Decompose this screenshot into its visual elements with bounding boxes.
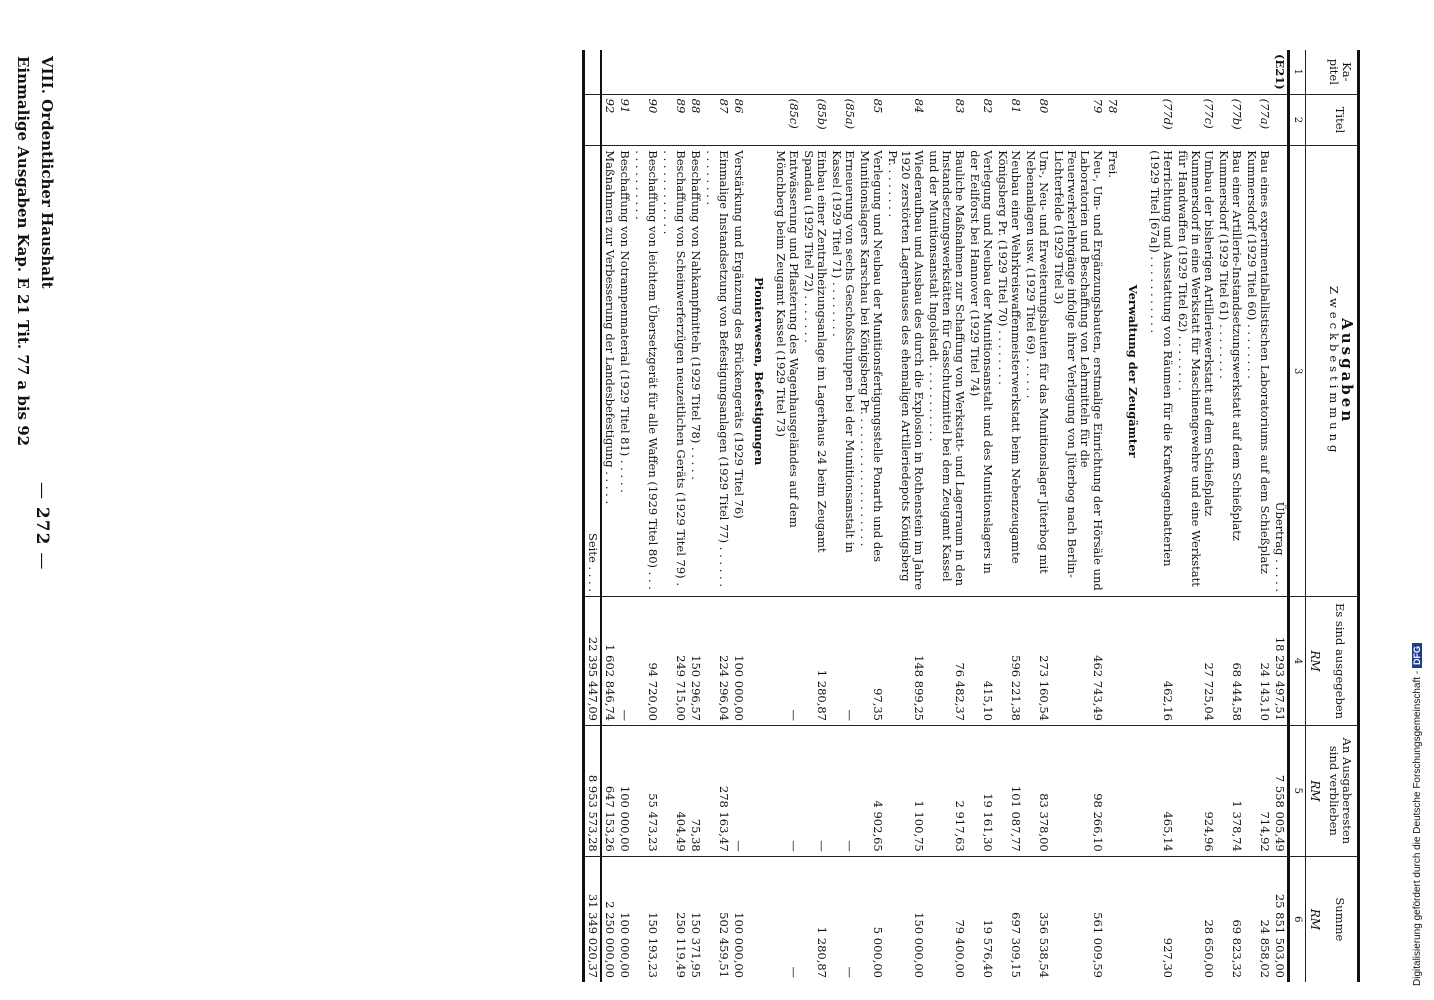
cell-summe: 250 119,49 [660, 856, 688, 982]
cell-ausgegeben: 18 293 497,51 [1272, 597, 1289, 726]
cell-reste: 924,96 [1175, 726, 1216, 857]
cell-ausgegeben: 148 899,25 [885, 597, 926, 726]
cell-summe: 927,30 [1147, 856, 1175, 982]
table-row [857, 50, 885, 982]
table-row [1216, 50, 1244, 982]
cell-text: Bau einer Artillerie-Instandsetzungswerkstatt auf dem Schießplatz Kummersdorf (1929 Titel 61) . . . . . . . . [1216, 146, 1244, 597]
cell-reste: 647 153,26 [601, 726, 617, 857]
cell-summe: 502 459,51 [703, 856, 731, 982]
cell-kapitel [1147, 50, 1175, 94]
table-row [1175, 50, 1216, 982]
table-row [926, 50, 967, 982]
cell-titel: 85 [857, 94, 885, 146]
cell-text: Neubau einer Wehrkreiswaffenmeisterwerkstatt beim Nebenzeugamte Königsberg Pr. (1929 Titel 70) . . . . . . . . [995, 146, 1023, 597]
table-row [1147, 50, 1175, 982]
cell-reste: — [801, 726, 829, 857]
unit-label: RM [1306, 597, 1324, 726]
cell-titel: (85b) [801, 94, 829, 146]
cell-summe: 100 000,00 [617, 856, 632, 982]
col-zweck [1323, 146, 1359, 597]
cell-titel [1272, 94, 1289, 146]
section-heading-row [746, 50, 773, 982]
col-summe: Summe [1323, 856, 1359, 982]
cell-reste: 19 161,30 [967, 726, 995, 857]
cell-text: Einbau einer Zentralheizungsanlage im Lagerhaus 24 beim Zeugamt Spandau (1929 Titel 72) . . . . . . . [801, 146, 829, 597]
cell-titel: 91 [617, 94, 632, 146]
cell-kapitel [1051, 50, 1105, 94]
cell-reste: 55 473,23 [632, 726, 660, 857]
cell-ausgegeben: 462,16 [1147, 597, 1175, 726]
cell-kapitel [857, 50, 885, 94]
cell-text: Verstärkung und Ergänzung des Brückengeräts (1929 Titel 76) [731, 146, 746, 597]
cell-text: Maßnahmen zur Verbesserung der Landesbefestigung . . . . . [601, 146, 617, 597]
cell-reste: 100 000,00 [617, 726, 632, 857]
unit-label: RM [1306, 726, 1324, 857]
cell-summe: — [773, 856, 801, 982]
cell-titel: 86 [731, 94, 746, 146]
dfg-sidebar [1412, 6, 1426, 986]
cell-summe: 1 280,87 [801, 856, 829, 982]
cell-reste [1105, 726, 1120, 857]
cell-reste: 2 917,63 [926, 726, 967, 857]
section-title: VIII. Ordentlicher Haushalt [38, 56, 56, 289]
cell-ausgegeben [1105, 597, 1120, 726]
cell-text: Verlegung und Neubau der Munitionsanstalt und des Munitionslagers in der Eeilforst bei Hannover (1929 Titel 74) [967, 146, 995, 597]
cell-text: Um-, Neu- und Erweiterungsbauten für das Munitionslager Jüterbog mit Nebenanlagen usw. (1929 Titel 69) . . . . . . [1023, 146, 1051, 597]
table-row [632, 50, 660, 982]
cell-reste: 7 558 005,49 [1272, 726, 1289, 857]
cell-text: Beschaffung von Scheinwerferzügen neuzeitlichen Geräts (1929 Titel 79) . . . . . . . . . . . . . [660, 146, 688, 597]
colnum: 2 [1289, 94, 1306, 146]
table-row [1051, 50, 1105, 982]
dash-left: — [32, 482, 52, 500]
cell-summe: 561 009,59 [1051, 856, 1105, 982]
cell-reste: 465,14 [1147, 726, 1175, 857]
unit-label: RM [1306, 856, 1324, 982]
col-zweck-sub: Zweckbestimmung [1327, 285, 1341, 457]
cell-titel: (85c) [773, 94, 801, 146]
cell-reste: 404,49 [660, 726, 688, 857]
table-row [703, 50, 731, 982]
dfg-note: Digitalisierung gefördert durch die Deutsche Forschungsgemeinschaft - [1412, 670, 1423, 986]
total-ausgegeben: 22 395 447,09 [584, 597, 602, 726]
cell-kapitel [1105, 50, 1120, 94]
cell-titel: 81 [995, 94, 1023, 146]
cell-text: Herrichtung und Ausstattung von Räumen für die Kraftwagenbatterien (1929 Titel [67a]) . . . . . . . . . . . [1147, 146, 1175, 597]
cell-titel: 83 [926, 94, 967, 146]
table-row [773, 50, 801, 982]
cell-reste: — [731, 726, 746, 857]
cell-ausgegeben: 27 725,04 [1175, 597, 1216, 726]
table-row [995, 50, 1023, 982]
cell-kapitel [773, 50, 801, 94]
cell-text: Bauliche Maßnahmen zur Schaffung von Werkstatt- und Lagerraum in den Instandsetzungswerkstätten für Gasschutzmittel bei dem Zeugamt Kassel und der Munitionsanstalt Ingolstadt . . . . . . . . . . . [926, 146, 967, 597]
cell-reste: 1 100,75 [885, 726, 926, 857]
cell-titel: (77d) [1147, 94, 1175, 146]
cell-ausgegeben: 224 296,04 [703, 597, 731, 726]
cell-ausgegeben: 249 715,00 [660, 597, 688, 726]
cell-text: Wiederaufbau und Ausbau des durch die Explosion in Rothenstein im Jahre 1920 zerstörten Lagerhauses des ehemaligen Artilleriedepots Königsberg Pr. . . . . . . . [885, 146, 926, 597]
cell-text: Entwässerung und Pflasterung des Wagenhausgeländes auf dem Mönchberg beim Zeugamt Kassel (1929 Titel 73) [773, 146, 801, 597]
cell-reste: 75,38 [688, 726, 703, 857]
cell-titel: 78 [1105, 94, 1120, 146]
table-row [829, 50, 857, 982]
cell-ausgegeben: 415,10 [967, 597, 995, 726]
cell-summe: 28 650,00 [1175, 856, 1216, 982]
cell-kapitel [829, 50, 857, 94]
page-header [4, 50, 60, 980]
cell-summe: 356 538,54 [1023, 856, 1051, 982]
cell-text: Einmalige Instandsetzung von Befestigungsanlagen (1929 Titel 77) . . . . . . . . . . . . . . [703, 146, 731, 597]
column-number-row [1289, 50, 1306, 982]
col-reste: An Ausgaberesten sind verblieben [1323, 726, 1359, 857]
cell-text: Übertrag . . . . . [1272, 146, 1289, 597]
cell-summe: 2 250 000,00 [601, 856, 617, 982]
cell-kapitel [967, 50, 995, 94]
cell-summe: 25 851 503,00 [1272, 856, 1289, 982]
total-reste: 8 953 573,28 [584, 726, 602, 857]
cell-kapitel [731, 50, 746, 94]
cell-titel: 92 [601, 94, 617, 146]
cell-kapitel [601, 50, 617, 94]
cell-titel: 79 [1051, 94, 1105, 146]
cell-reste: 4 902,65 [857, 726, 885, 857]
total-row [584, 50, 602, 982]
table-row [660, 50, 688, 982]
table-row [801, 50, 829, 982]
table-row [688, 50, 703, 982]
cell-kapitel [688, 50, 703, 94]
cell-ausgegeben: 150 296,57 [688, 597, 703, 726]
cell-summe [1105, 856, 1120, 982]
table-row [617, 50, 632, 982]
cell-summe: 150 000,00 [885, 856, 926, 982]
cell-text: Beschaffung von Nahkampfmitteln (1929 Titel 78) . . . . . [688, 146, 703, 597]
cell-reste: — [829, 726, 857, 857]
cell-ausgegeben: 462 743,49 [1051, 597, 1105, 726]
cell-ausgegeben: 100 000,00 [731, 597, 746, 726]
cell-kapitel: (E21) [1273, 54, 1287, 90]
cell-summe: 697 309,15 [995, 856, 1023, 982]
cell-reste: 98 266,10 [1051, 726, 1105, 857]
table-body [584, 50, 1289, 982]
cell-ausgegeben: 68 444,58 [1216, 597, 1244, 726]
cell-text: Bau eines experimentalballistischen Laboratoriums auf dem Schießplatz Kummersdorf (1929 Titel 60) . . . . . . . . [1244, 146, 1272, 597]
dash-right: — [32, 552, 52, 571]
section-heading: Pionierwesen, Befestigungen [746, 146, 773, 597]
cell-ausgegeben: 1 280,87 [801, 597, 829, 726]
cell-ausgegeben: — [617, 597, 632, 726]
cell-ausgegeben: 24 143,10 [1244, 597, 1272, 726]
cell-titel: 87 [703, 94, 731, 146]
total-summe: 31 349 020,37 [584, 856, 602, 982]
cell-ausgegeben: — [773, 597, 801, 726]
colnum: 4 [1289, 597, 1306, 726]
total-label: Seite . . . . [584, 146, 602, 597]
cell-text: Frei. [1105, 146, 1120, 597]
cell-text: Verlegung und Neubau der Munitionsfertigungsstelle Ponarth und des Munitionslagers Karschau bei Königsberg Pr. . . . . . . . . . . . . . . . . . . [857, 146, 885, 597]
cell-summe: 79 400,00 [926, 856, 967, 982]
cell-titel: (77a) [1244, 94, 1272, 146]
cell-summe: 150 193,23 [632, 856, 660, 982]
page-number [32, 482, 52, 570]
col-kapitel: Ka- pitel [1323, 50, 1359, 94]
cell-summe: — [829, 856, 857, 982]
cell-kapitel [1244, 50, 1272, 94]
cell-summe: 100 000,00 [731, 856, 746, 982]
cell-titel: (85a) [829, 94, 857, 146]
cell-kapitel [1023, 50, 1051, 94]
cell-ausgegeben: 76 482,37 [926, 597, 967, 726]
section-heading: Verwaltung der Zeugämter [1120, 146, 1147, 597]
cell-kapitel [801, 50, 829, 94]
table-row [1272, 50, 1289, 982]
unit-row [1306, 50, 1324, 982]
table-row [731, 50, 746, 982]
cell-titel: 80 [1023, 94, 1051, 146]
cell-ausgegeben: — [829, 597, 857, 726]
cell-summe: 69 823,32 [1216, 856, 1244, 982]
cell-kapitel [926, 50, 967, 94]
table-row [1105, 50, 1120, 982]
cell-titel: 90 [632, 94, 660, 146]
cell-titel: 84 [885, 94, 926, 146]
page-number-value: 272 [32, 506, 52, 546]
budget-table [582, 50, 1360, 982]
table-row [1244, 50, 1272, 982]
cell-reste: 278 163,47 [703, 726, 731, 857]
colnum: 5 [1289, 726, 1306, 857]
cell-summe: 19 576,40 [967, 856, 995, 982]
cell-kapitel [885, 50, 926, 94]
cell-titel: (77b) [1216, 94, 1244, 146]
cell-text: Neu-, Um- und Ergänzungsbauten, erstmalige Einrichtung der Hörsäle und Laboratorien und Beschaffung von Lehrmitteln für die Feuerwerkerlehrgänge infolge ihrer Verlegung von Jüterbog nach Berlin-Lichterfelde (1929 Titel 3) [1051, 146, 1105, 597]
cell-kapitel [1175, 50, 1216, 94]
table-row [601, 50, 617, 982]
cell-text: Beschaffung von leichtem Übersetzgerät für alle Waffen (1929 Titel 80) . . . . . . . . . . . . . [632, 146, 660, 597]
table-row [967, 50, 995, 982]
cell-ausgegeben: 97,35 [857, 597, 885, 726]
colnum: 3 [1289, 146, 1306, 597]
cell-kapitel [1216, 50, 1244, 94]
cell-reste: 101 087,77 [995, 726, 1023, 857]
cell-ausgegeben: 596 221,38 [995, 597, 1023, 726]
cell-kapitel [617, 50, 632, 94]
header-row [1323, 50, 1359, 982]
cell-ausgegeben: 1 602 846,74 [601, 597, 617, 726]
cell-reste: 83 378,00 [1023, 726, 1051, 857]
cell-ausgegeben: 94 720,00 [632, 597, 660, 726]
cell-summe: 5 000,00 [857, 856, 885, 982]
cell-kapitel [632, 50, 660, 94]
cell-kapitel [995, 50, 1023, 94]
cell-titel: 82 [967, 94, 995, 146]
cell-summe: 150 371,95 [688, 856, 703, 982]
cell-reste: 714,92 [1244, 726, 1272, 857]
cell-ausgegeben: 273 160,54 [1023, 597, 1051, 726]
cell-text: Erneuerung von sechs Geschoßschuppen bei der Munitionsanstalt in Kassel (1929 Titel 71) . . . . . . . . [829, 146, 857, 597]
cell-reste: 1 378,74 [1216, 726, 1244, 857]
col-zweck-head: Ausgaben [1338, 318, 1356, 425]
colnum: 1 [1289, 50, 1306, 94]
cell-kapitel [660, 50, 688, 94]
dfg-logo-icon: DFG [1412, 643, 1422, 668]
section-subtitle: Einmalige Ausgaben Kap. E 21 Tit. 77 a bis 92 [14, 56, 32, 447]
col-ausgegeben: Es sind ausgegeben [1323, 597, 1359, 726]
col-titel: Titel [1323, 94, 1359, 146]
table-row [1023, 50, 1051, 982]
section-heading-row [1120, 50, 1147, 982]
cell-text: Beschaffung von Notrampenmaterial (1929 Titel 81) . . . . . [617, 146, 632, 597]
cell-titel: 89 [660, 94, 688, 146]
cell-summe: 24 858,02 [1244, 856, 1272, 982]
colnum: 6 [1289, 856, 1306, 982]
cell-kapitel [703, 50, 731, 94]
cell-reste: — [773, 726, 801, 857]
cell-titel: (77c) [1175, 94, 1216, 146]
cell-titel: 88 [688, 94, 703, 146]
table-row [885, 50, 926, 982]
cell-text: Umbau der bisherigen Artilleriewerkstatt auf dem Schießplatz Kummersdorf in eine Werkstatt für Maschinengewehre und eine Werkstatt für Handwaffen (1929 Titel 62) . . . . . . . . [1175, 146, 1216, 597]
